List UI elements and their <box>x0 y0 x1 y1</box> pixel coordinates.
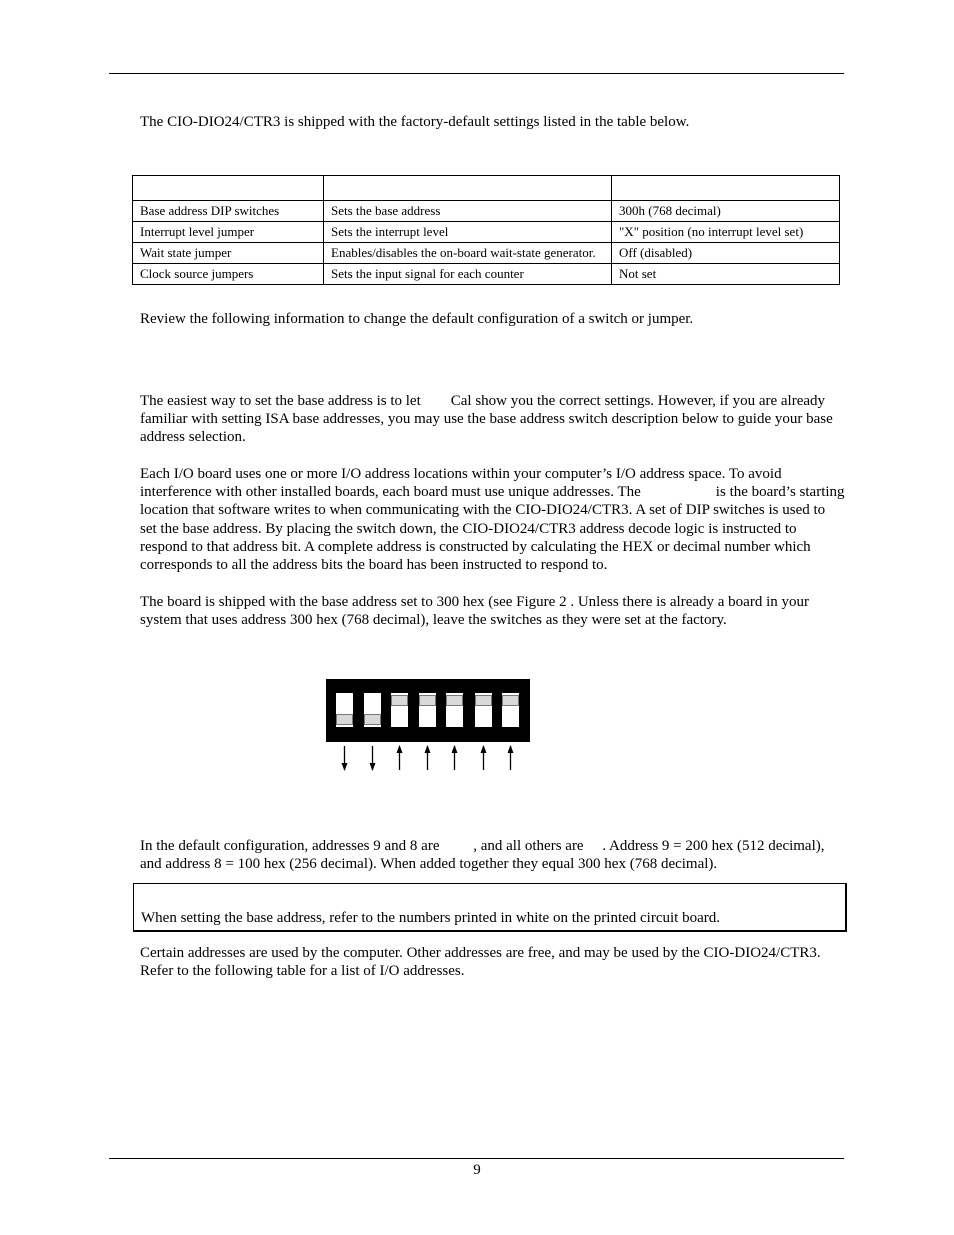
table-row <box>133 243 840 264</box>
dip-switch-slot <box>475 693 492 727</box>
dip-switch-knob <box>336 714 353 725</box>
arrow-down-icon <box>342 763 348 771</box>
table-cell: Clock source jumpers <box>133 264 324 285</box>
switch-direction-arrows <box>326 744 530 774</box>
dip-switch-knob <box>364 714 381 725</box>
table-header-cell <box>133 176 324 201</box>
default-config-paragraph: In the default configuration, addresses 9 and 8 are , and all others are . Address 9 = 200 hex (512 decimal), and address 8 = 100 hex (256 decimal). When added together they equal 300 hex (768 decimal). <box>140 838 829 873</box>
arrow-up-icon <box>481 745 487 753</box>
base-address-paragraph: The easiest way to set the base address is to let Cal show you the correct settings. However, if you are already familiar with setting ISA base addresses, you may use the base address switch description below to guide your base address selection. <box>140 393 837 446</box>
dip-switch-slot <box>502 693 519 727</box>
table-cell: Sets the input signal for each counter <box>324 264 612 285</box>
arrow-up-icon <box>425 745 431 753</box>
table-cell: Enables/disables the on-board wait-state generator. <box>324 243 612 264</box>
table-header-row <box>133 176 840 201</box>
table-cell: "X" position (no interrupt level set) <box>612 222 840 243</box>
note-text: When setting the base address, refer to the numbers printed in white on the printed circuit board. <box>141 910 720 926</box>
table-row <box>133 222 840 243</box>
table-cell: Sets the base address <box>324 201 612 222</box>
default-settings-table <box>132 175 840 285</box>
table-cell: Interrupt level jumper <box>133 222 324 243</box>
dip-switch-slot <box>446 693 463 727</box>
dip-switch-figure <box>326 679 530 742</box>
dip-switch-knob <box>446 695 463 706</box>
arrow-up-icon <box>452 745 458 753</box>
shipped-paragraph: The board is shipped with the base address set to 300 hex (see Figure 2 . Unless there is already a board in your system that uses address 300 hex (768 decimal), leave the switches as they were set at the factory. <box>140 594 809 629</box>
table-header-cell <box>612 176 840 201</box>
table-row <box>133 201 840 222</box>
dip-switch-slot <box>419 693 436 727</box>
dip-switch-slot <box>336 693 353 727</box>
dip-switch-knob <box>502 695 519 706</box>
arrow-up-icon <box>508 745 514 753</box>
note-box <box>133 883 847 932</box>
table-cell: Wait state jumper <box>133 243 324 264</box>
table-cell: Base address DIP switches <box>133 201 324 222</box>
table-row <box>133 264 840 285</box>
addresses-paragraph: Certain addresses are used by the computer. Other addresses are free, and may be used by the CIO-DIO24/CTR3. Refer to the following table for a list of I/O addresses. <box>140 945 821 980</box>
page-number: 9 <box>473 1162 481 1178</box>
arrow-down-icon <box>370 763 376 771</box>
table-cell: Off (disabled) <box>612 243 840 264</box>
io-address-paragraph: Each I/O board uses one or more I/O address locations within your computer’s I/O address space. To avoid interference with other installed boards, each board must use unique addresses. The is the board’s starting location that software writes to when communicating with the CIO-DIO24/CTR3. A set of DIP switches is used to set the base address. By placing the switch down, the CIO-DIO24/CTR3 address decode logic is instructed to respond to that address bit. A complete address is constructed by calculating the HEX or decimal number which corresponds to all the address bits the board has been instructed to respond to. <box>140 466 849 574</box>
header-rule <box>109 73 844 74</box>
dip-switch-slot <box>391 693 408 727</box>
dip-switch-slot <box>364 693 381 727</box>
intro-paragraph: The CIO-DIO24/CTR3 is shipped with the factory-default settings listed in the table below. <box>140 114 690 130</box>
arrow-up-icon <box>397 745 403 753</box>
review-paragraph: Review the following information to change the default configuration of a switch or jumper. <box>140 311 694 327</box>
dip-switch-knob <box>391 695 408 706</box>
dip-switch-knob <box>475 695 492 706</box>
table-cell: Sets the interrupt level <box>324 222 612 243</box>
table-cell: 300h (768 decimal) <box>612 201 840 222</box>
table-header-cell <box>324 176 612 201</box>
dip-switch-knob <box>419 695 436 706</box>
table-cell: Not set <box>612 264 840 285</box>
footer-rule <box>109 1158 844 1159</box>
